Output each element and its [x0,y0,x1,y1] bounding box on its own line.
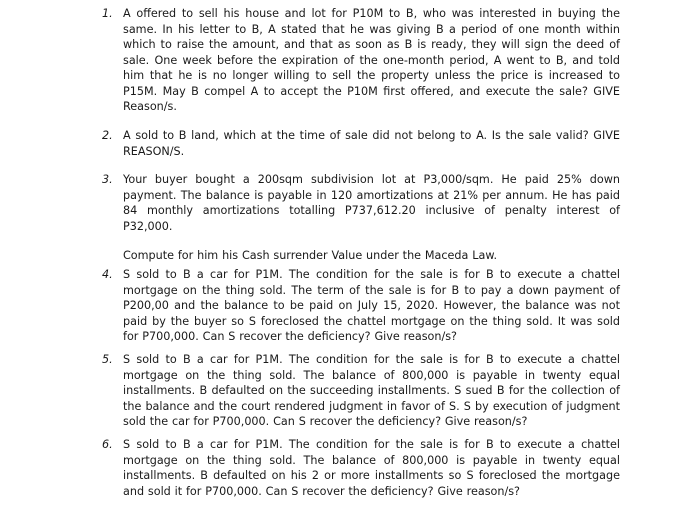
question-number: 4. [102,268,113,281]
question-number: 1. [102,7,113,20]
question-number: 6. [102,438,113,451]
question-3 [102,172,620,264]
question-text: Your buyer bought a 200sqm subdivision lot at P3,000/sqm. He paid 25% down payment. The balance is payable in 120 amortizations at 21% per annum. He has paid 84 monthly amortizations totalling P737,612.20 inclusive of penalty interest of P32,000. [123,173,620,233]
question-2 [102,128,620,159]
question-text: S sold to B a car for P1M. The condition for the sale is for B to execute a chattel mortgage on the thing sold. The term of the sale is for B to pay a down payment of P200,00 and the balance to be paid on July 15, 2020. However, the balance was not paid by the buyer so S foreclosed the chattel mortgage on the thing sold. It was sold for P700,000. Can S recover the deficiency? Give reason/s? [123,268,620,343]
question-text: A offered to sell his house and lot for P10M to B, who was interested in buying the same. In his letter to B, A stated that he was giving B a period of one month within which to raise the amount, and that as soon as B is ready, they will sign the deed of sale. One week before the expiration of the one-month period, A went to B, and told him that he is no longer willing to sell the property unless the price is increased to P15M. May B compel A to accept the P10M first offered, and execute the sale? GIVE Reason/s. [123,7,620,113]
question-number: 2. [102,129,113,142]
question-6 [102,437,620,499]
question-4 [102,267,620,345]
question-number: 3. [102,173,113,186]
question-5 [102,352,620,430]
question-number: 5. [102,353,113,366]
question-text: S sold to B a car for P1M. The condition for the sale is for B to execute a chattel mortgage on the thing sold. The balance of 800,000 is payable in twenty equal installments. B defaulted on his 2 or more installments so S foreclosed the mortgage and sold it for P700,000. Can S recover the deficiency? Give reason/s? [123,438,620,498]
question-1 [102,6,620,115]
question-instruction: Compute for him his Cash surrender Value under the Maceda Law. [123,249,498,262]
question-text: S sold to B a car for P1M. The condition for the sale is for B to execute a chattel mortgage on the thing sold. The balance of 800,000 is payable in twenty equal installments. B defaulted on the succeeding installments. S sued B for the collection of the balance and the court rendered judgment in favor of S. S by execution of judgment sold the car for P700,000. Can S recover the deficiency? Give reason/s? [123,353,620,428]
question-text: A sold to B land, which at the time of sale did not belong to A. Is the sale valid? GIVE REASON/S. [123,129,620,158]
